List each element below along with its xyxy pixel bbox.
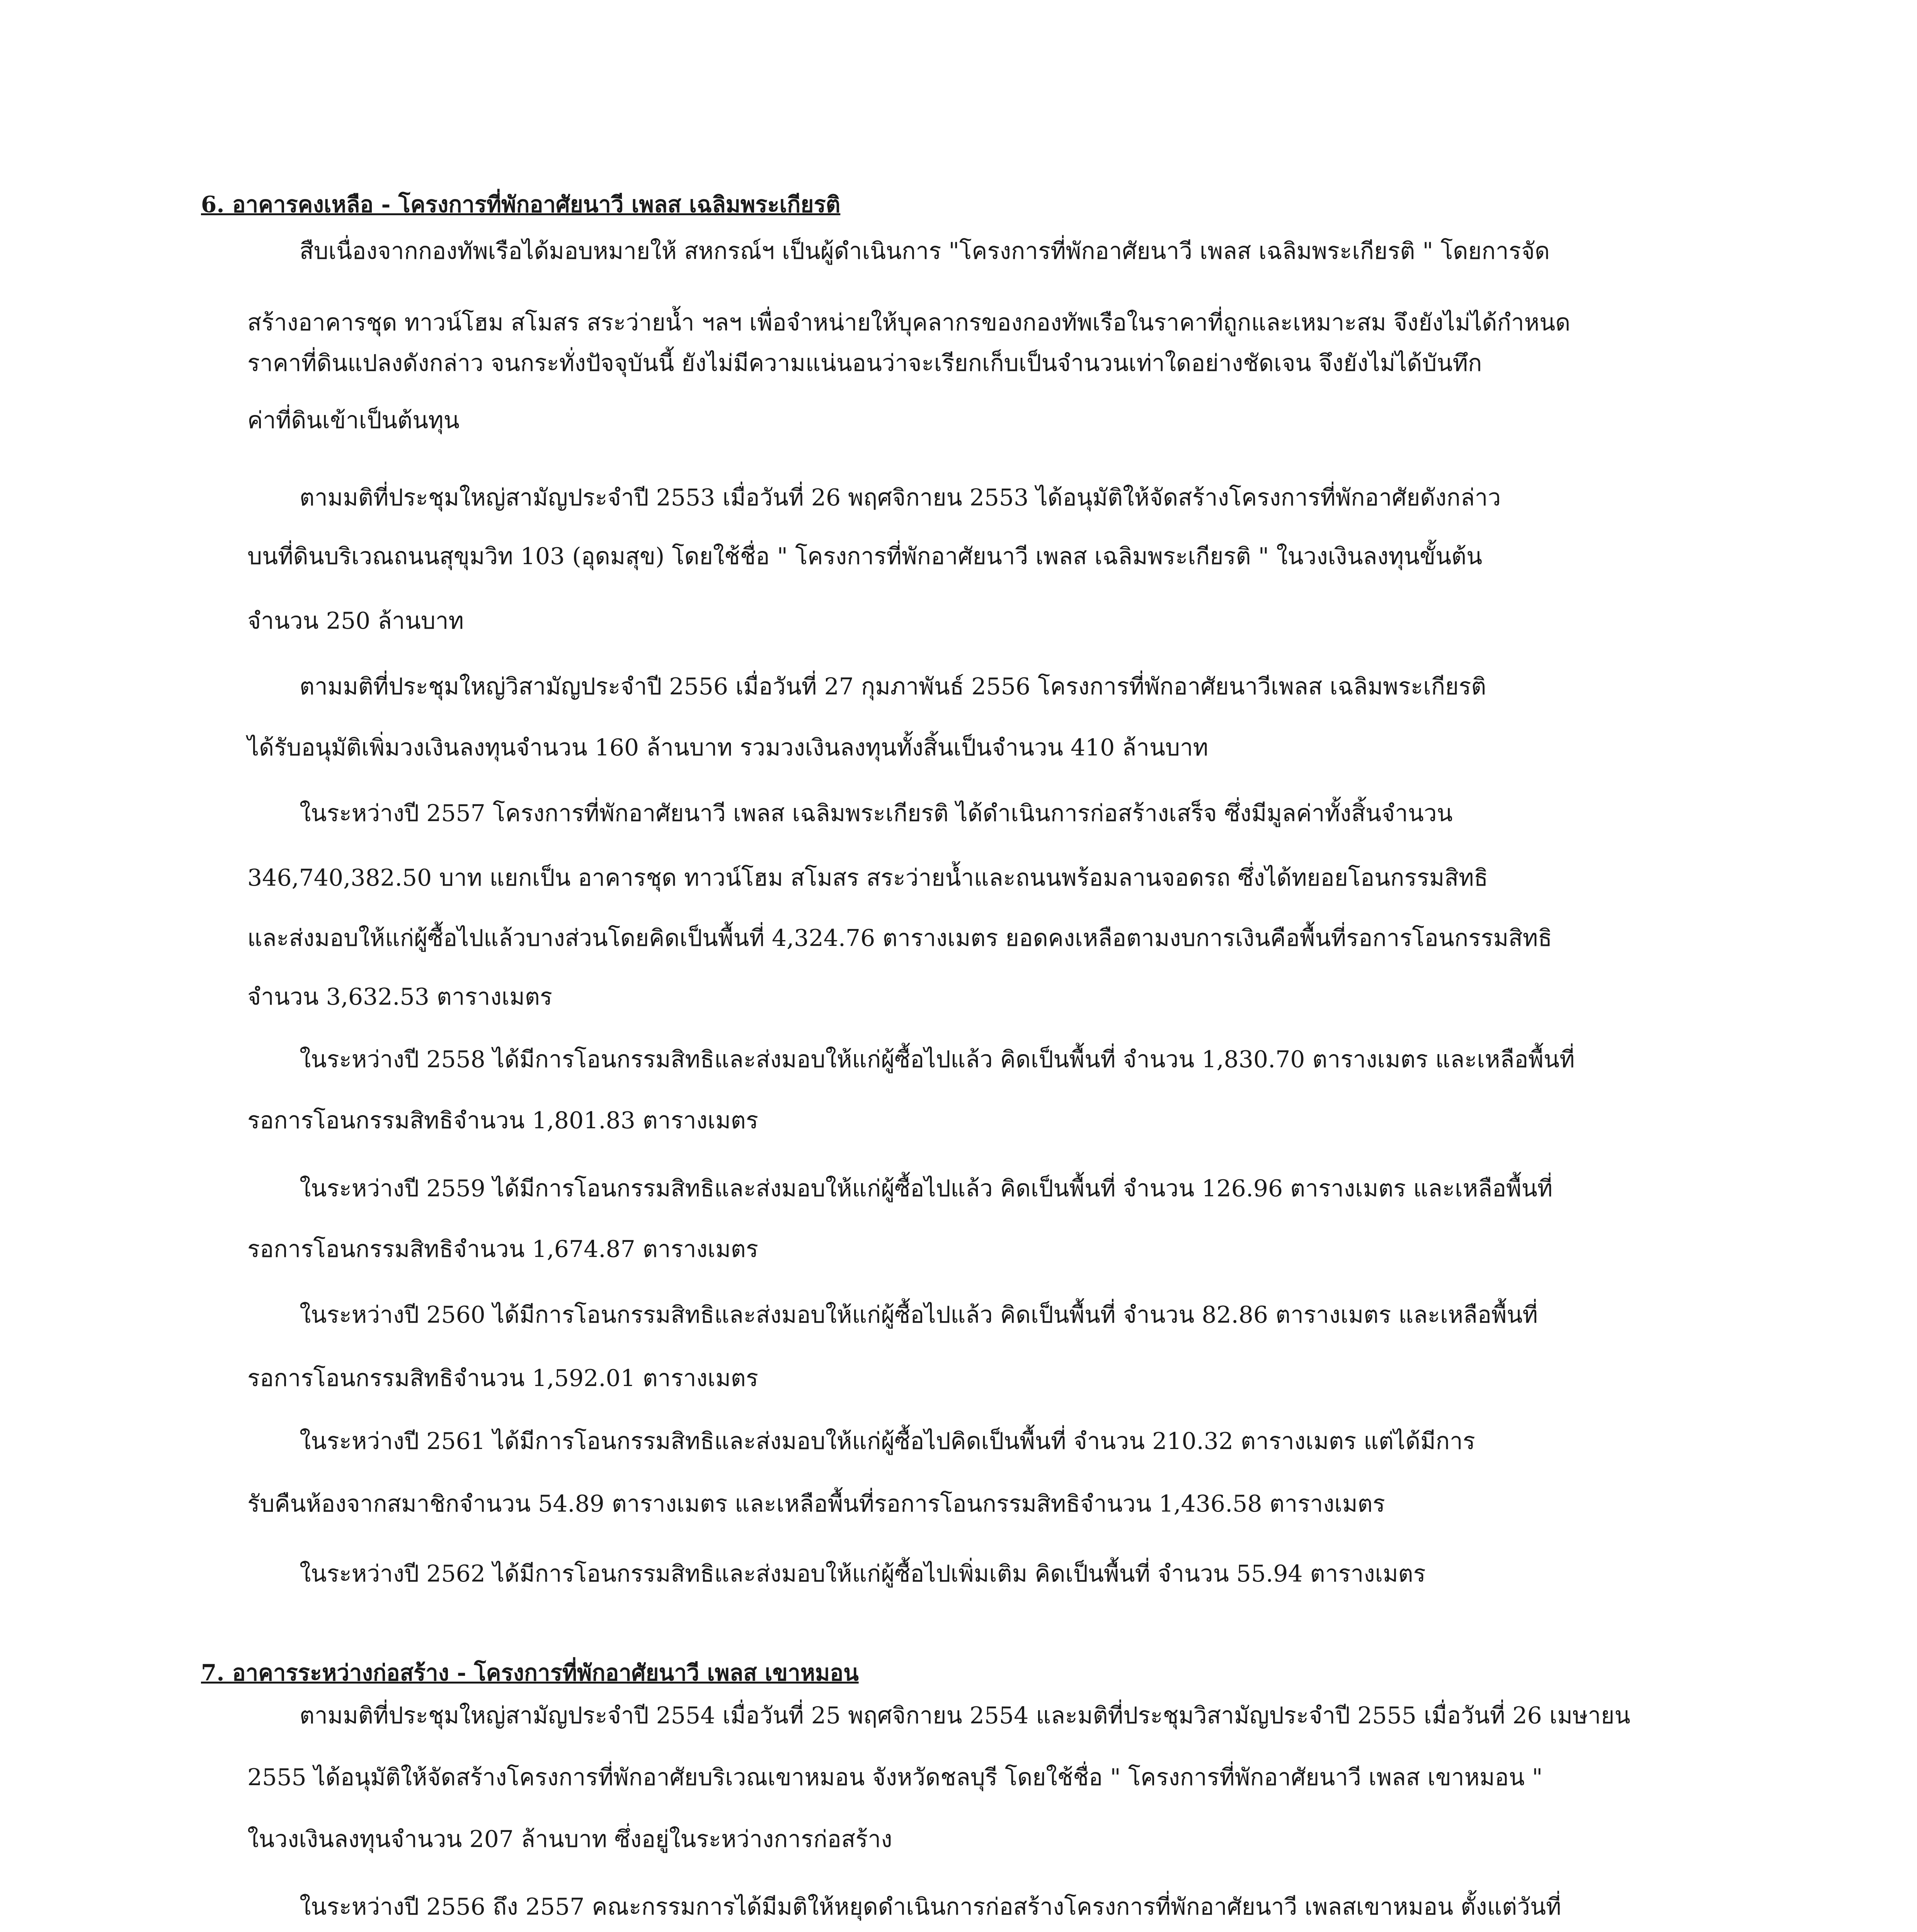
s6-p1-line-4: ค่าที่ดินเข้าเป็นต้นทุน [247,407,460,434]
section-7-heading: 7. อาคารระหว่างก่อสร้าง - โครงการที่พักอาศัยนาวี เพลส เขาหมอน [201,1660,859,1686]
s6-p4-line-4: จำนวน 3,632.53 ตารางเมตร [247,983,553,1010]
s6-p4-line-1: ในระหว่างปี 2557 โครงการที่พักอาศัยนาวี เพลส เฉลิมพระเกียรติ ได้ดำเนินการก่อสร้างเสร็จ ซึ่งมีมูลค่าทั้งสิ้นจำนวน [300,800,1453,827]
s7-p1-line-3: ในวงเงินลงทุนจำนวน 207 ล้านบาท ซึ่งอยู่ในระหว่างการก่อสร้าง [247,1826,892,1853]
s7-p1-line-2: 2555 ได้อนุมัติให้จัดสร้างโครงการที่พักอาศัยบริเวณเขาหมอน จังหวัดชลบุรี โดยใช้ชื่อ " โครงการที่พักอาศัยนาวี เพลส เขาหมอน " [247,1764,1543,1791]
section-6-heading: 6. อาคารคงเหลือ - โครงการที่พักอาศัยนาวี เพลส เฉลิมพระเกียรติ [201,191,841,218]
s7-p2-line-1: ในระหว่างปี 2556 ถึง 2557 คณะกรรมการได้มีมติให้หยุดดำเนินการก่อสร้างโครงการที่พักอาศัยนาวี เพลสเขาหมอน ตั้งแต่วันที่ [300,1893,1561,1920]
s6-p2-line-2: บนที่ดินบริเวณถนนสุขุมวิท 103 (อุดมสุข) โดยใช้ชื่อ " โครงการที่พักอาศัยนาวี เพลส เฉลิมพระเกียรติ " ในวงเงินลงทุนขั้นต้น [247,543,1483,570]
s7-p1-line-1: ตามมติที่ประชุมใหญ่สามัญประจำปี 2554 เมื่อวันที่ 25 พฤศจิกายน 2554 และมติที่ประชุมวิสามัญประจำปี 2555 เมื่อวันที่ 26 เมษายน [300,1702,1631,1729]
s6-p7-line-1: ในระหว่างปี 2560 ได้มีการโอนกรรมสิทธิและส่งมอบให้แก่ผู้ซื้อไปแล้ว คิดเป็นพื้นที่ จำนวน 82.86 ตารางเมตร และเหลือพื้นที่ [300,1301,1538,1328]
s6-p2-line-1: ตามมติที่ประชุมใหญ่สามัญประจำปี 2553 เมื่อวันที่ 26 พฤศจิกายน 2553 ได้อนุมัติให้จัดสร้างโครงการที่พักอาศัยดังกล่าว [300,484,1501,511]
s6-p1-line-1: สืบเนื่องจากกองทัพเรือได้มอบหมายให้ สหกรณ์ฯ เป็นผู้ดำเนินการ "โครงการที่พักอาศัยนาวี เพลส เฉลิมพระเกียรติ " โดยการจัด [300,238,1550,265]
s6-p1-line-3: ราคาที่ดินแปลงดังกล่าว จนกระทั่งปัจจุบันนี้ ยังไม่มีความแน่นอนว่าจะเรียกเก็บเป็นจำนวนเท่าใดอย่างชัดเจน จึงยังไม่ได้บันทึก [247,350,1482,377]
s6-p8-line-2: รับคืนห้องจากสมาชิกจำนวน 54.89 ตารางเมตร และเหลือพื้นที่รอการโอนกรรมสิทธิจำนวน 1,436.58 ตารางเมตร [247,1490,1385,1517]
s6-p1-line-2: สร้างอาคารชุด ทาวน์โฮม สโมสร สระว่ายน้ำ ฯลฯ เพื่อจำหน่ายให้บุคลากรของกองทัพเรือในราคาที่ถูกและเหมาะสม จึงยังไม่ได้กำหนด [247,309,1571,336]
s6-p7-line-2: รอการโอนกรรมสิทธิจำนวน 1,592.01 ตารางเมตร [247,1365,758,1392]
s6-p2-line-3: จำนวน 250 ล้านบาท [247,607,464,634]
s6-p8-line-1: ในระหว่างปี 2561 ได้มีการโอนกรรมสิทธิและส่งมอบให้แก่ผู้ซื้อไปคิดเป็นพื้นที่ จำนวน 210.32 ตารางเมตร แต่ได้มีการ [300,1428,1475,1455]
s6-p6-line-2: รอการโอนกรรมสิทธิจำนวน 1,674.87 ตารางเมตร [247,1236,758,1263]
s6-p5-line-2: รอการโอนกรรมสิทธิจำนวน 1,801.83 ตารางเมตร [247,1107,758,1134]
s6-p9-line-1: ในระหว่างปี 2562 ได้มีการโอนกรรมสิทธิและส่งมอบให้แก่ผู้ซื้อไปเพิ่มเติม คิดเป็นพื้นที่ จำนวน 55.94 ตารางเมตร [300,1560,1426,1587]
s6-p5-line-1: ในระหว่างปี 2558 ได้มีการโอนกรรมสิทธิและส่งมอบให้แก่ผู้ซื้อไปแล้ว คิดเป็นพื้นที่ จำนวน 1,830.70 ตารางเมตร และเหลือพื้นที่ [300,1046,1575,1073]
s6-p4-line-3: และส่งมอบให้แก่ผู้ซื้อไปแล้วบางส่วนโดยคิดเป็นพื้นที่ 4,324.76 ตารางเมตร ยอดคงเหลือตามงบการเงินคือพื้นที่รอการโอนกรรมสิทธิ [247,925,1552,952]
s6-p6-line-1: ในระหว่างปี 2559 ได้มีการโอนกรรมสิทธิและส่งมอบให้แก่ผู้ซื้อไปแล้ว คิดเป็นพื้นที่ จำนวน 126.96 ตารางเมตร และเหลือพื้นที่ [300,1175,1553,1202]
s6-p4-line-2: 346,740,382.50 บาท แยกเป็น อาคารชุด ทาวน์โฮม สโมสร สระว่ายน้ำและถนนพร้อมลานจอดรถ ซึ่งได้ทยอยโอนกรรมสิทธิ [247,864,1488,891]
s6-p3-line-2: ได้รับอนุมัติเพิ่มวงเงินลงทุนจำนวน 160 ล้านบาท รวมวงเงินลงทุนทั้งสิ้นเป็นจำนวน 410 ล้านบาท [247,734,1209,761]
s6-p3-line-1: ตามมติที่ประชุมใหญ่วิสามัญประจำปี 2556 เมื่อวันที่ 27 กุมภาพันธ์ 2556 โครงการที่พักอาศัยนาวีเพลส เฉลิมพระเกียรติ [300,673,1486,700]
